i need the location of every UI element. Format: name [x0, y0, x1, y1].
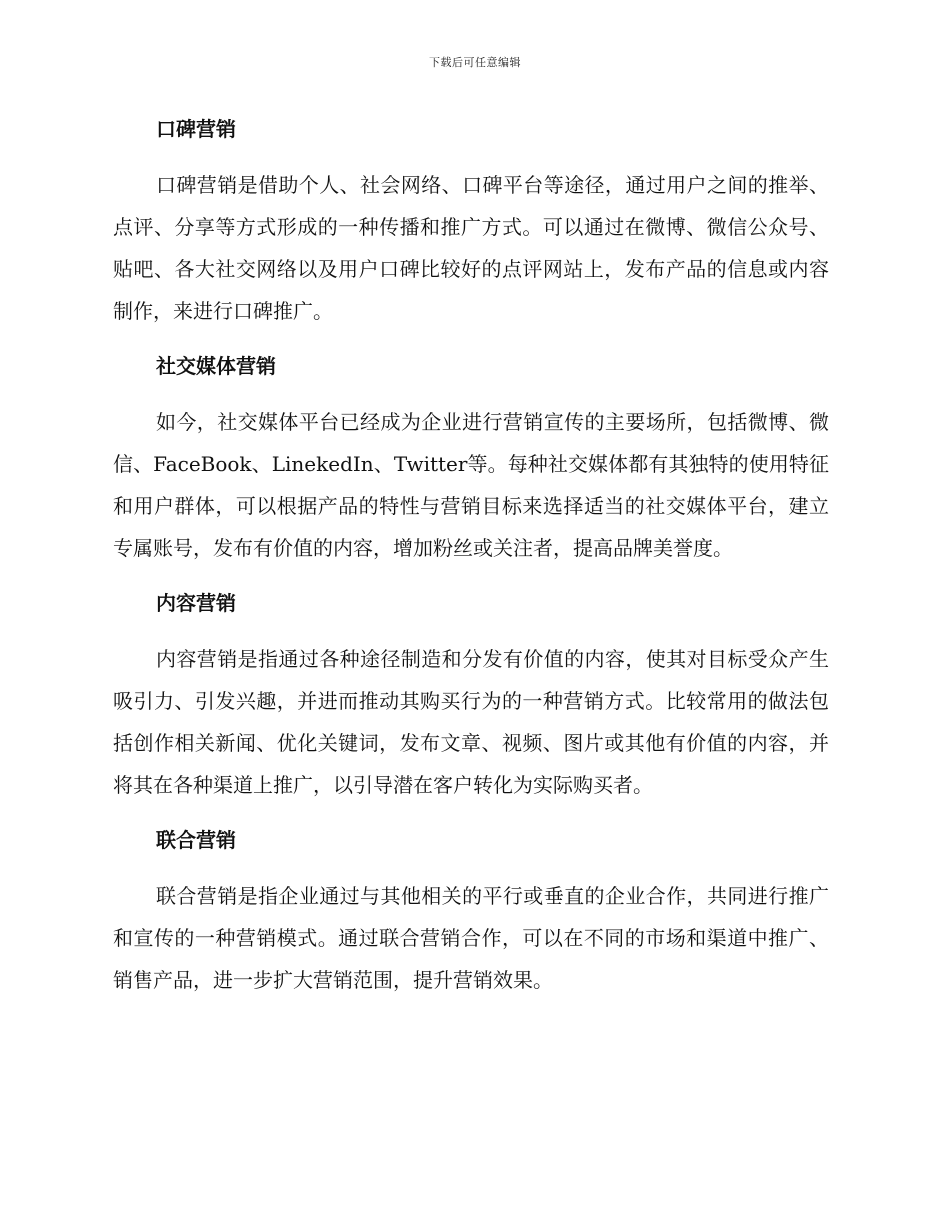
- section-heading: 社交媒体营销: [156, 354, 276, 378]
- section-paragraph: 口碑营销是借助个人、社会网络、口碑平台等途径，通过用户之间的推举、点评、分享等方式形成的一种传播和推广方式。可以通过在微博、微信公众号、贴吧、各大社交网络以及用户口碑比较好的点评网站上，发布产品的信息或内容制作，来进行口碑推广。: [113, 173, 829, 323]
- section-paragraph: 内容营销是指通过各种途径制造和分发有价值的内容，使其对目标受众产生吸引力、引发兴趣，并进而推动其购买行为的一种营销方式。比较常用的做法包括创作相关新闻、优化关键词，发布文章、视频、图片或其他有价值的内容，并将其在各种渠道上推广，以引导潜在客户转化为实际购买者。: [113, 647, 829, 797]
- section-word-of-mouth-marketing: [113, 108, 829, 332]
- header-note: 下载后可任意编辑: [429, 56, 521, 69]
- section-paragraph: 如今，社交媒体平台已经成为企业进行营销宣传的主要场所，包括微博、微信、FaceBook、LinekedIn、Twitter等。每种社交媒体都有其独特的使用特征和用户群体，可以根据产品的特性与营销目标来选择适当的社交媒体平台，建立专属账号，发布有价值的内容，增加粉丝或关注者，提高品牌美誉度。: [113, 410, 829, 560]
- section-content-marketing: [113, 582, 829, 806]
- section-social-media-marketing: [113, 345, 829, 569]
- section-heading: 联合营销: [156, 828, 236, 852]
- document-content: [113, 108, 829, 1014]
- section-joint-marketing: [113, 819, 829, 1001]
- section-paragraph: 联合营销是指企业通过与其他相关的平行或垂直的企业合作，共同进行推广和宣传的一种营销模式。通过联合营销合作，可以在不同的市场和渠道中推广、销售产品，进一步扩大营销范围，提升营销效果。: [113, 884, 829, 992]
- section-heading: 口碑营销: [156, 117, 236, 141]
- section-heading: 内容营销: [156, 591, 236, 615]
